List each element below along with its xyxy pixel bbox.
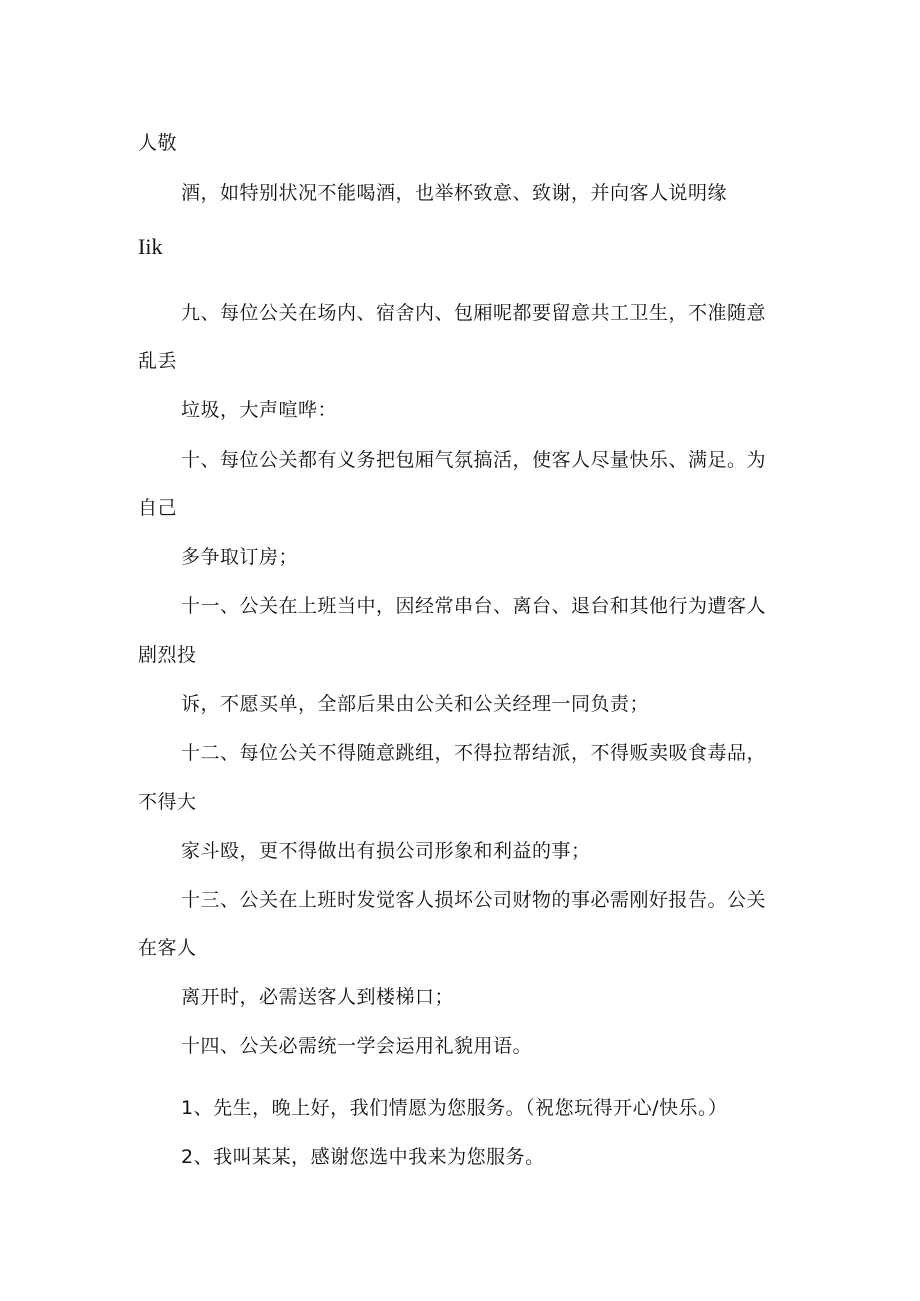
rule-10-line: 十、每位公关都有义务把包厢气氛搞活，使客人尽量快乐、满足。为 <box>181 449 767 471</box>
rule-9-line: 九、每位公关在场内、宿舍内、包厢呢都要留意共工卫生，不准随意 <box>181 302 767 324</box>
rule-13-line: 十三、公关在上班时发觉客人损坏公司财物的事必需刚好报告。公关 <box>181 889 767 911</box>
text-line: 乱丢 <box>138 350 178 372</box>
rule-11-line: 十一、公关在上班当中，因经常串台、离台、退台和其他行为遭客人 <box>181 595 767 617</box>
text-line: 在客人 <box>138 937 197 959</box>
text-line: 家斗殴，更不得做出有损公司形象和利益的事； <box>181 840 591 862</box>
rule-14-line: 十四、公关必需统一学会运用礼貌用语。 <box>181 1035 533 1057</box>
rule-12-line: 十二、每位公关不得随意跳组，不得拉帮结派，不得贩卖吸食毒品， <box>181 742 767 764</box>
text-line: 人敬 <box>138 132 178 154</box>
text-line: 诉，不愿买单，全部后果由公关和公关经理一同负责； <box>181 693 650 715</box>
text-line: 自己 <box>138 497 178 519</box>
text-line: Iik <box>138 234 163 259</box>
text-line: 不得大 <box>138 791 197 813</box>
text-line: 垃圾，大声喧哗： <box>181 399 338 421</box>
text-line: 剧烈投 <box>138 644 197 666</box>
text-line: 离开时，必需送客人到楼梯口； <box>181 986 455 1008</box>
text-line: 多争取订房； <box>181 546 299 568</box>
list-item: 2、我叫某某，感谢您选中我来为您服务。 <box>181 1146 545 1168</box>
list-item: 1、先生，晚上好，我们情愿为您服务。（祝您玩得开心/快乐。） <box>181 1097 728 1119</box>
text-line: 酒，如特别状况不能喝酒，也举杯致意、致谢，并向客人说明缘 <box>181 182 728 204</box>
